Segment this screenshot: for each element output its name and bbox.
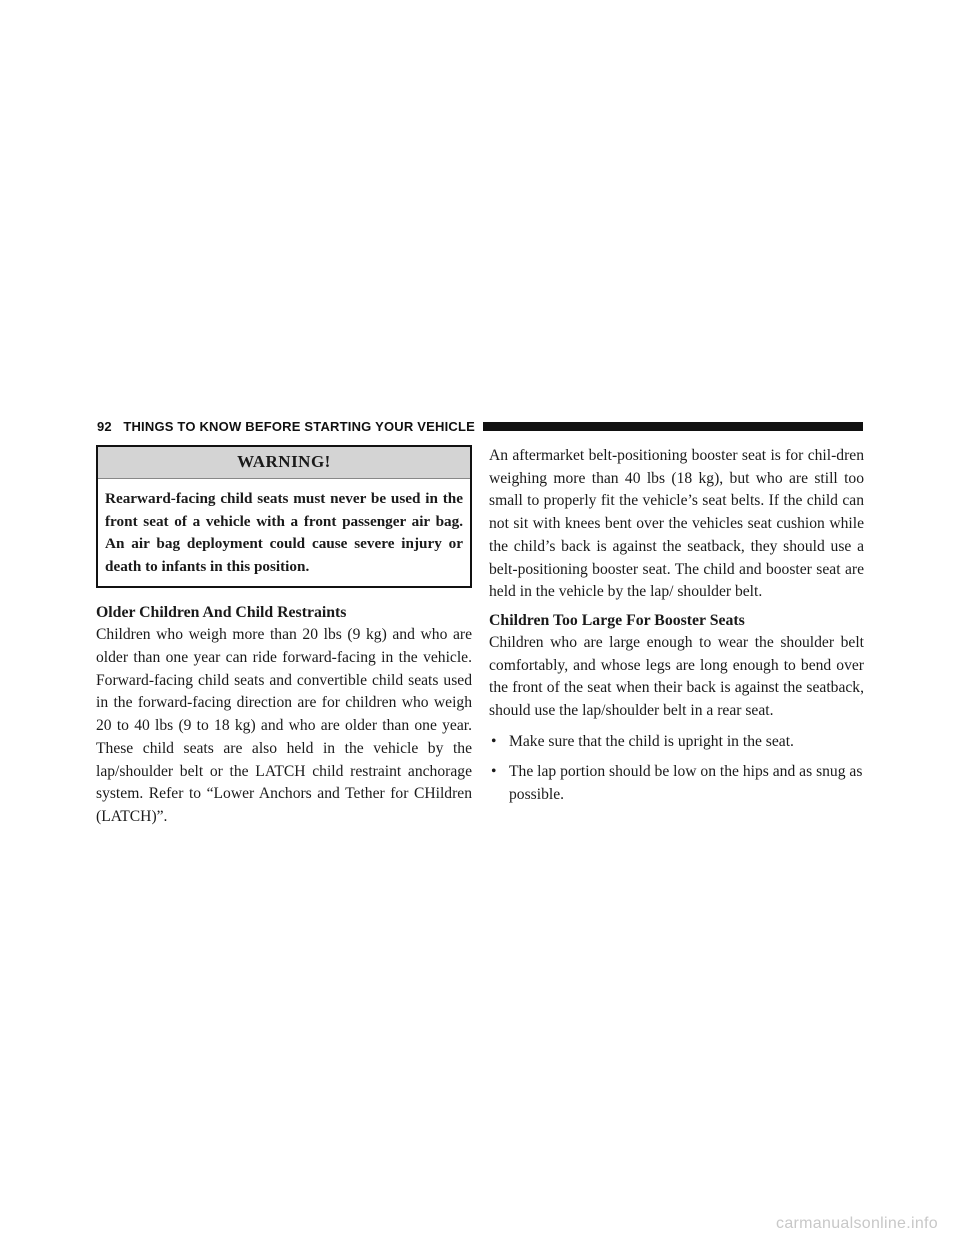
bullet-list [489, 731, 864, 807]
booster-seat-paragraph: An aftermarket belt-positioning booster seat is for chil-dren weighing more than 40 lbs (18 kg), but who are still too small to properly fit the vehicle’s seat belts. If the child can not sit with knees bent over the vehicles seat cushion while the child’s back is against the seatback, they should use a belt-positioning booster seat. The child and booster seat are held in the vehicle by the lap/ shoulder belt. [489, 447, 864, 601]
too-large-paragraph: Children who are large enough to wear the shoulder belt comfortably, and whose legs are long enough to bend over the front of the seat when their back is against the seatback, should use the lap/shoulder belt in a rear seat. [489, 633, 864, 720]
section-heading-too-large: Children Too Large For Booster Seats [489, 611, 745, 629]
bullet-icon: • [491, 732, 497, 750]
page-number: 92 [97, 418, 112, 434]
section-heading-older-children: Older Children And Child Restraints [96, 604, 347, 622]
warning-box [96, 445, 472, 588]
older-children-paragraph: Children who weigh more than 20 lbs (9 kg) and who are older than one year can ride forward-facing in the vehicle. Forward-facing child seats and convertible child seats used in the forward-facing direction are for children who weigh 20 to 40 lbs (9 to 18 kg) and who are older than one year. These child seats are also held in the vehicle by the lap/shoulder belt or the LATCH child restraint anchorage system. Refer to “Lower Anchors and Tether for CHildren (LATCH)”. [96, 626, 472, 825]
list-item-text: The lap portion should be low on the hips and as snug as possible. [509, 763, 863, 804]
section-title: THINGS TO KNOW BEFORE STARTING YOUR VEHICLE [123, 418, 475, 434]
page-header [97, 416, 863, 436]
warning-title: WARNING! [98, 447, 470, 479]
watermark: carmanualsonline.info [776, 1215, 938, 1232]
list-item [489, 761, 864, 806]
list-item [489, 731, 864, 754]
header-rule [483, 422, 863, 431]
right-column [489, 445, 864, 815]
left-column [96, 445, 472, 829]
page-header-text [97, 419, 475, 434]
bullet-icon: • [491, 763, 497, 781]
list-item-text: Make sure that the child is upright in the seat. [509, 732, 794, 750]
warning-body: Rearward-facing child seats must never be used in the front seat of a vehicle with a front passenger air bag. An air bag deployment could cause severe injury or death to infants in this position. [105, 490, 463, 575]
